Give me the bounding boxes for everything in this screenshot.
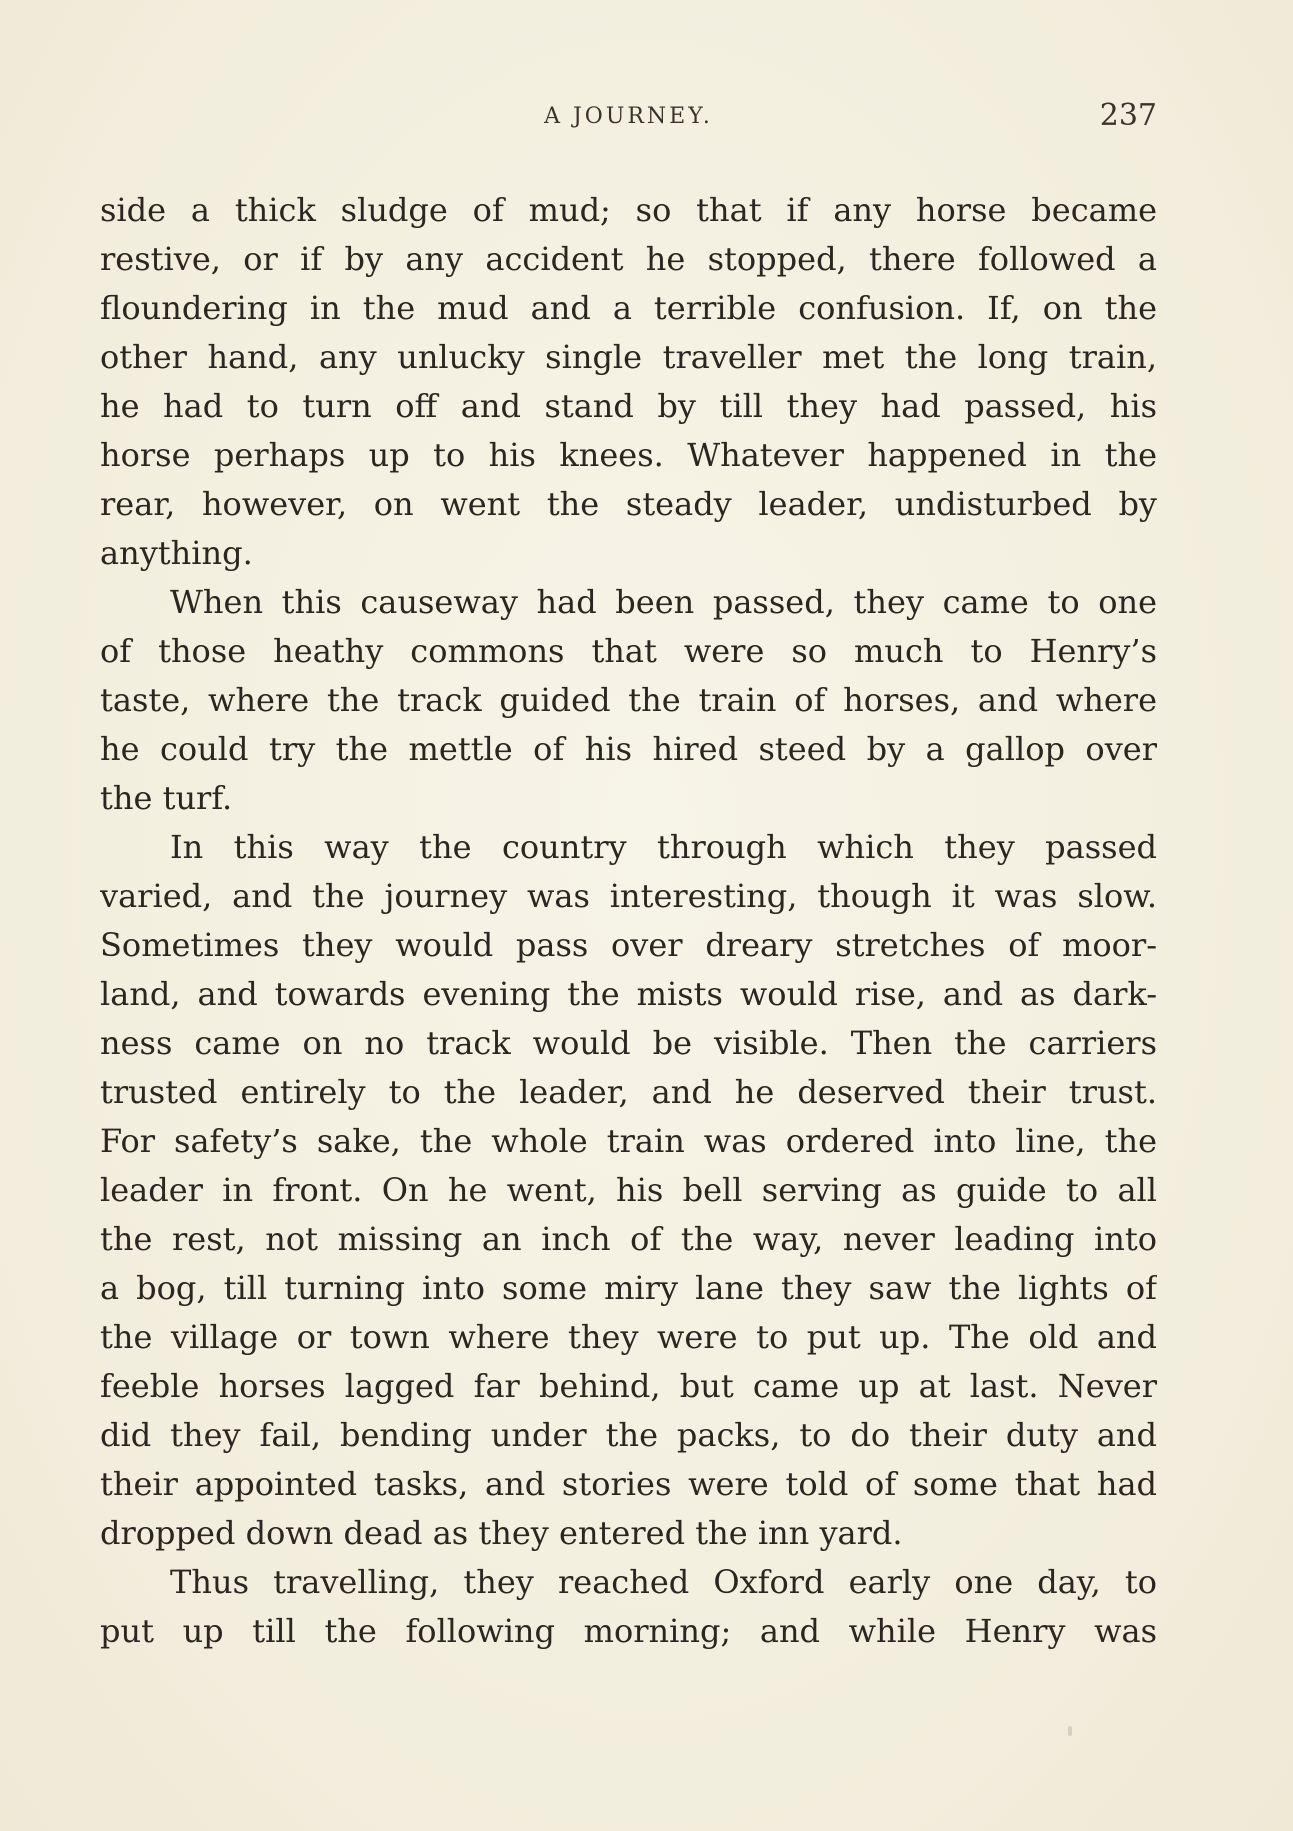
paper-speck (1068, 1726, 1072, 1736)
text-line: ness came on no track would be visible. Then the carriers (100, 1024, 1157, 1062)
text-line: Sometimes they would pass over dreary stretches of moor- (100, 926, 1157, 964)
text-line: trusted entirely to the leader, and he deserved their trust. (100, 1073, 1157, 1111)
text-line: dropped down dead as they entered the inn yard. (100, 1514, 903, 1552)
text-line: floundering in the mud and a terrible confusion. If, on the (100, 289, 1157, 327)
text-line: taste, where the track guided the train of horses, and where (100, 681, 1157, 719)
text-line: rear, however, on went the steady leader, undisturbed by (100, 485, 1157, 523)
page-number: 237 (1099, 98, 1157, 133)
text-line: leader in front. On he went, his bell serving as guide to all (100, 1171, 1157, 1209)
text-line: the turf. (100, 779, 233, 817)
text-line: other hand, any unlucky single traveller met the long train, (100, 338, 1157, 376)
text-line: anything. (100, 534, 253, 572)
text-line: he could try the mettle of his hired steed by a gallop over (100, 730, 1157, 768)
text-line: horse perhaps up to his knees. Whatever happened in the (100, 436, 1157, 474)
text-line: of those heathy commons that were so much to Henry’s (100, 632, 1157, 670)
paragraph-start-line: When this causeway had been passed, they came to one (170, 583, 1157, 621)
text-line: their appointed tasks, and stories were told of some that had (100, 1465, 1157, 1503)
text-line: feeble horses lagged far behind, but came up at last. Never (100, 1367, 1157, 1405)
text-line: varied, and the journey was interesting, though it was slow. (100, 877, 1157, 915)
text-line: a bog, till turning into some miry lane they saw the lights of (100, 1269, 1157, 1307)
text-line: did they fail, bending under the packs, to do their duty and (100, 1416, 1157, 1454)
running-title: A JOURNEY. (544, 104, 713, 129)
text-line: side a thick sludge of mud; so that if any horse became (100, 191, 1157, 229)
text-line: the village or town where they were to put up. The old and (100, 1318, 1157, 1356)
text-line: he had to turn off and stand by till they had passed, his (100, 387, 1157, 425)
text-line: For safety’s sake, the whole train was ordered into line, the (100, 1122, 1157, 1160)
text-line: put up till the following morning; and while Henry was (100, 1612, 1157, 1650)
body-text (100, 186, 1157, 1656)
paragraph-start-line: In this way the country through which they passed (170, 828, 1157, 866)
running-head (100, 98, 1157, 138)
paragraph-start-line: Thus travelling, they reached Oxford early one day, to (170, 1563, 1157, 1601)
text-line: land, and towards evening the mists would rise, and as dark- (100, 975, 1157, 1013)
text-line: restive, or if by any accident he stopped, there followed a (100, 240, 1157, 278)
text-line: the rest, not missing an inch of the way, never leading into (100, 1220, 1157, 1258)
